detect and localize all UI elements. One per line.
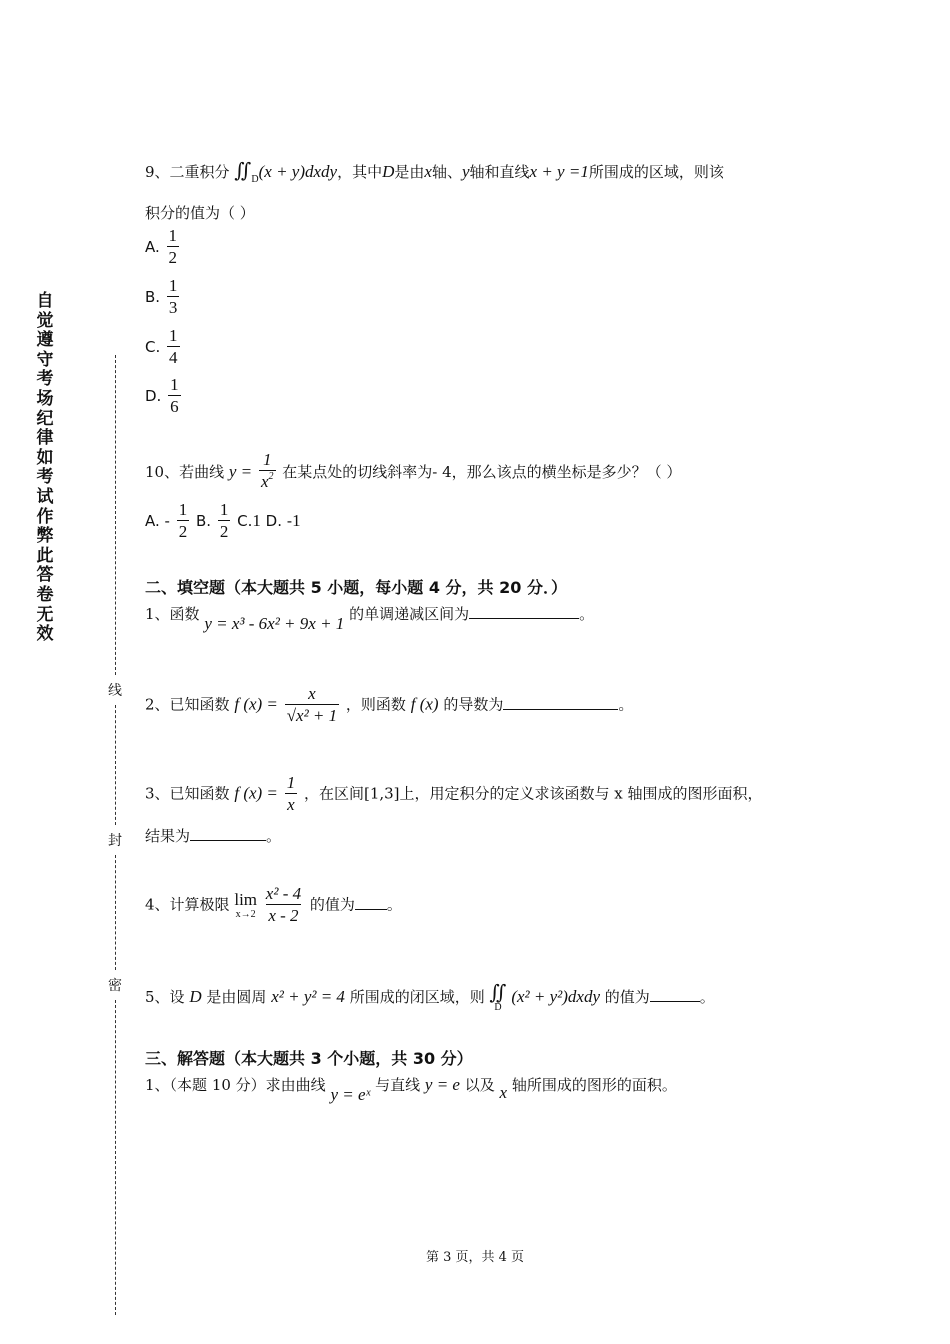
section3-heading: 三、解答题（本大题共 3 个小题，共 30 分） (145, 1049, 473, 1068)
exam-notice-vertical: 自觉遵守考场纪律如考试作弊此答卷无效 (36, 291, 54, 645)
answer-blank[interactable] (355, 895, 387, 910)
answer-blank[interactable] (469, 604, 579, 619)
s2-q1: 1、函数 y = x³ - 6x² + 9x + 1 的单调递减区间为 。 (145, 605, 595, 633)
seal-label-xian: 线 (106, 680, 124, 700)
answer-blank[interactable] (503, 695, 618, 710)
seal-line-segment (115, 705, 116, 825)
q10-line: 10、若曲线 y = $\frac{1}{x^2}$ 在某点处的切线斜率为- 4，那么该点的横坐标是多少？（ ） (145, 450, 681, 496)
page-footer: 第 3 页，共 4 页 (425, 1250, 525, 1265)
answer-blank[interactable] (650, 987, 700, 1002)
double-integral-icon: ∬ (489, 980, 507, 1004)
seal-label-feng: 封 (106, 830, 124, 850)
seal-line-segment (115, 355, 116, 675)
q9-option-d: D. $\frac{1}{6}$ (145, 375, 179, 416)
s3-q1: 1、（本题 10 分）求由曲线 y = eˣ 与直线 y = e 以及 x 轴所围成的图形的面积。 (145, 1075, 677, 1104)
seal-label-mi: 密 (106, 975, 124, 995)
s2-q2: 2、已知函数 f (x) = $\frac{x}{\text{√x² + 1}}$ ，则函数 f (x) 的导数为 。 (145, 684, 634, 725)
q10-options: A. - $\frac{1}{2}$ B. $\frac{1}{2}$ C.1 D. -1 (145, 500, 301, 541)
s2-q3-line1: 3、已知函数 f (x) = $\frac{1}{x}$ ，在区间[1,3]上，用定积分的定义求该函数与 x 轴围成的图形面积， (145, 773, 763, 814)
q9-line2: 积分的值为（ ） (145, 204, 255, 222)
s2-q4: 4、计算极限 lim x→2 $\frac{\text{x² - 4}}{x - 2}$ 的值为 。 (145, 884, 402, 925)
section2-heading: 二、填空题（本大题共 5 小题，每小题 4 分，共 20 分．） (145, 578, 567, 597)
q9-option-b: B. $\frac{1}{3}$ (145, 276, 178, 317)
seal-line-segment (115, 855, 116, 970)
q9-option-c: C. $\frac{1}{4}$ (145, 326, 178, 367)
double-integral-icon: ∬ (234, 158, 252, 182)
answer-blank[interactable] (190, 826, 266, 841)
q9-line1: 9、二重积分 $∬_D(x$ + y)dxdy，其中D是由x轴、y轴和直线x + y =1所围成的区域，则该 (145, 158, 724, 185)
s2-q5: 5、设 D 是由圆周 x² + y² = 4 所围成的闭区域，则 ∬ D (x² + y²)dxdy 的值为 。 (145, 980, 715, 1013)
seal-line-segment (115, 1000, 116, 1315)
q9-option-a: A. $\frac{1}{2}$ (145, 226, 178, 267)
s2-q3-line2: 结果为 。 (145, 827, 282, 845)
